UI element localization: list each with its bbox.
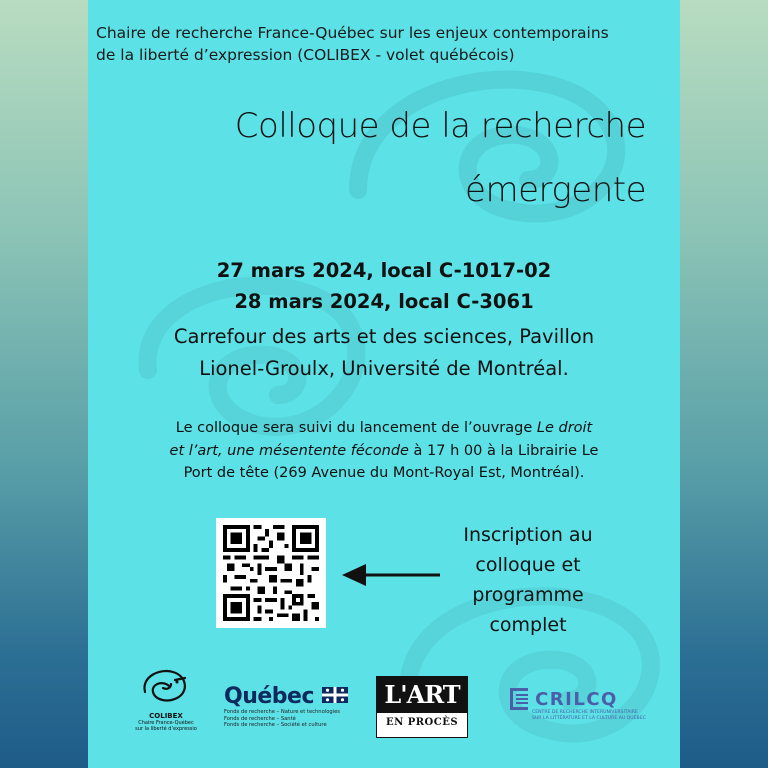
registration-line1: Inscription au [463, 524, 593, 546]
book-title-part1: Le droit [536, 420, 593, 436]
registration-line2: colloque et [475, 554, 581, 576]
event-location [88, 321, 680, 385]
art-en-proces-title: L'ART [377, 677, 467, 713]
book-launch-text [88, 417, 680, 485]
crilcq-subtitle-line1: CENTRE DE RECHERCHE INTERUNIVERSITAIRE [532, 710, 638, 715]
page-title-line2: émergente [465, 170, 646, 210]
crilcq-mark-icon [510, 688, 528, 710]
registration-line3: programme [472, 584, 584, 606]
quebec-flag-icon [322, 687, 348, 703]
book-launch-line3: Port de tête (269 Avenue du Mont-Royal Est, Montréal). [183, 465, 585, 481]
registration-line4: complet [489, 614, 567, 636]
event-date-2: 28 mars 2024, local C-3061 [234, 290, 534, 313]
book-launch-line1-text: Le colloque sera suivi du lancement de l’ouvrage [175, 420, 537, 436]
quebec-wordmark: Québec [224, 684, 314, 709]
event-date-1: 27 mars 2024, local C-1017-02 [216, 259, 552, 282]
poster [88, 0, 680, 768]
qr-code-icon [223, 525, 319, 621]
crilcq-subtitle-line2: SUR LA LITTÉRATURE ET LA CULTURE AU QUÉBEC [532, 715, 646, 721]
crilcq-wordmark: CRILCQ [535, 688, 618, 710]
event-location-line2: Lionel-Groulx, Université de Montréal. [199, 357, 569, 380]
qr-code[interactable] [216, 518, 326, 628]
chair-header-line2: de la liberté d’expression (COLIBEX - volet québécois) [96, 46, 515, 64]
sponsor-logos [88, 660, 680, 760]
art-en-proces-logo [376, 676, 468, 738]
chair-header [96, 22, 666, 66]
frq-fund-1: Fonds de recherche – Nature et technologies [224, 709, 341, 715]
colibex-bird-icon [139, 666, 193, 706]
arrow-left-icon [342, 560, 442, 590]
colibex-subtitle-line1: Chaire France-Québec [138, 720, 194, 726]
registration-text [428, 520, 628, 640]
colibex-logo [126, 666, 206, 746]
chair-header-line1: Chaire de recherche France-Québec sur les enjeux contemporains [96, 24, 609, 42]
quebec-frq-logo [224, 684, 354, 729]
art-en-proces-subtitle: EN PROCÈS [385, 717, 459, 728]
book-launch-line1 [88, 417, 680, 440]
frq-fund-3: Fonds de recherche – Société et culture [224, 722, 327, 728]
book-title-part2: et l’art, une mésentente féconde [169, 442, 409, 459]
colibex-name: COLIBEX [149, 712, 183, 720]
crilcq-subtitle [532, 710, 670, 721]
frq-fund-2: Fonds de recherche – Santé [224, 715, 296, 722]
page-title: Colloque de la recherche [234, 106, 646, 146]
colibex-subtitle [126, 720, 206, 732]
swirl-watermark-icon [338, 40, 658, 260]
crilcq-logo [510, 688, 670, 721]
colibex-subtitle-line2: sur la liberté d’expressio [135, 726, 197, 732]
book-launch-line2 [88, 440, 680, 463]
event-location-line1: Carrefour des arts et des sciences, Pavillon [173, 325, 595, 348]
book-launch-line2-text: à 17 h 00 à la Librairie Le [408, 442, 599, 459]
frq-funds-list [224, 709, 354, 729]
